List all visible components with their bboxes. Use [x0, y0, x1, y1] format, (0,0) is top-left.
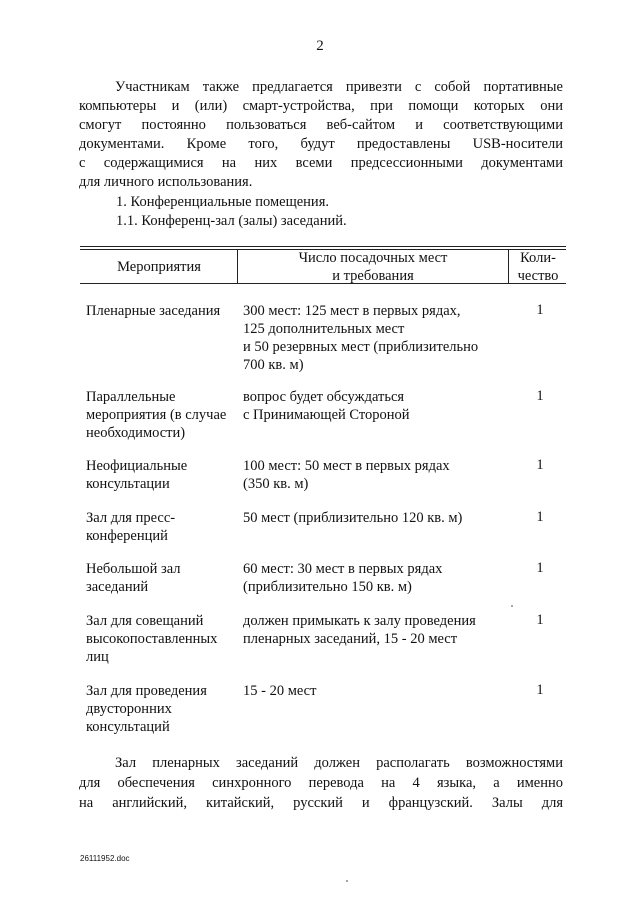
seats-cell: (350 кв. м) — [243, 476, 309, 492]
event-cell: Зал для пресс- — [86, 510, 176, 526]
header-seats-line2: и требования — [332, 268, 414, 284]
seats-cell: пленарных заседаний, 15 - 20 мест — [243, 631, 458, 647]
quantity-cell: 1 — [536, 612, 544, 628]
event-cell: консультаций — [86, 719, 170, 735]
header-quantity: Коли- — [520, 250, 556, 266]
seats-cell: с Принимающей Стороной — [243, 407, 410, 423]
seats-cell: 100 мест: 50 мест в первых рядах — [243, 458, 450, 474]
event-cell: Пленарные заседания — [86, 303, 221, 319]
event-cell: необходимости) — [86, 425, 186, 441]
event-cell: Зал для совещаний — [86, 613, 204, 629]
seats-cell: (приблизительно 150 кв. м) — [243, 579, 412, 595]
seats-cell: и 50 резервных мест (приблизительно — [243, 339, 479, 355]
quantity-cell: 1 — [536, 302, 544, 318]
event-cell: двусторонних — [86, 701, 172, 717]
subsection-heading: 1.1. Конференц-зал (залы) заседаний. — [116, 213, 347, 229]
intro-line: Участникам также предлагается привезти с собой портативные — [115, 79, 563, 95]
seats-cell: 125 дополнительных мест — [243, 321, 405, 337]
header-quantity-line2: чество — [517, 268, 559, 284]
quantity-cell: 1 — [536, 560, 544, 576]
quantity-cell: 1 — [536, 388, 544, 404]
intro-line: смогут постоянно пользоваться веб-сайтом и соответствующими — [79, 117, 563, 133]
closing-line: для обеспечения синхронного перевода на 4 языка, а именно — [79, 775, 563, 791]
closing-line: на английский, китайский, русский и французский. Залы для — [79, 795, 563, 811]
seats-cell: 300 мест: 125 мест в первых рядах, — [243, 303, 461, 319]
scan-speck — [511, 605, 513, 607]
scan-speck — [346, 880, 348, 882]
table-top-rule — [80, 246, 566, 247]
header-seats: Число посадочных мест — [298, 250, 448, 266]
event-cell: заседаний — [86, 579, 149, 595]
seats-cell: вопрос будет обсуждаться — [243, 389, 405, 405]
seats-cell: 60 мест: 30 мест в первых рядах — [243, 561, 443, 577]
quantity-cell: 1 — [536, 457, 544, 473]
quantity-cell: 1 — [536, 682, 544, 698]
seats-cell: 50 мест (приблизительно 120 кв. м) — [243, 510, 463, 526]
event-cell: лиц — [86, 649, 109, 665]
seats-cell: 700 кв. м) — [243, 357, 304, 373]
footer-document-code: 26111952.doc — [80, 854, 130, 863]
seats-cell: 15 - 20 мест — [243, 683, 317, 699]
event-cell: мероприятия (в случае — [86, 407, 227, 423]
header-event: Мероприятия — [117, 259, 201, 275]
intro-line: компьютеры и (или) смарт-устройства, при помощи которых они — [79, 98, 563, 114]
intro-line: для личного использования. — [79, 174, 253, 190]
event-cell: высокопоставленных — [86, 631, 218, 647]
intro-line: с содержащимися на них всеми предсессионными документами — [79, 155, 563, 171]
event-cell: Небольшой зал — [86, 561, 181, 577]
event-cell: Параллельные — [86, 389, 176, 405]
seats-cell: должен примыкать к залу проведения — [243, 613, 476, 629]
event-cell: Зал для проведения — [86, 683, 207, 699]
closing-line: Зал пленарных заседаний должен располагать возможностями — [115, 755, 563, 771]
intro-line: документами. Кроме того, будут предоставлены USB-носители — [79, 136, 563, 152]
quantity-cell: 1 — [536, 509, 544, 525]
section-heading: 1. Конференциальные помещения. — [116, 194, 329, 210]
event-cell: консультации — [86, 476, 170, 492]
event-cell: конференций — [86, 528, 168, 544]
event-cell: Неофициальные — [86, 458, 188, 474]
page-number: 2 — [316, 38, 324, 54]
